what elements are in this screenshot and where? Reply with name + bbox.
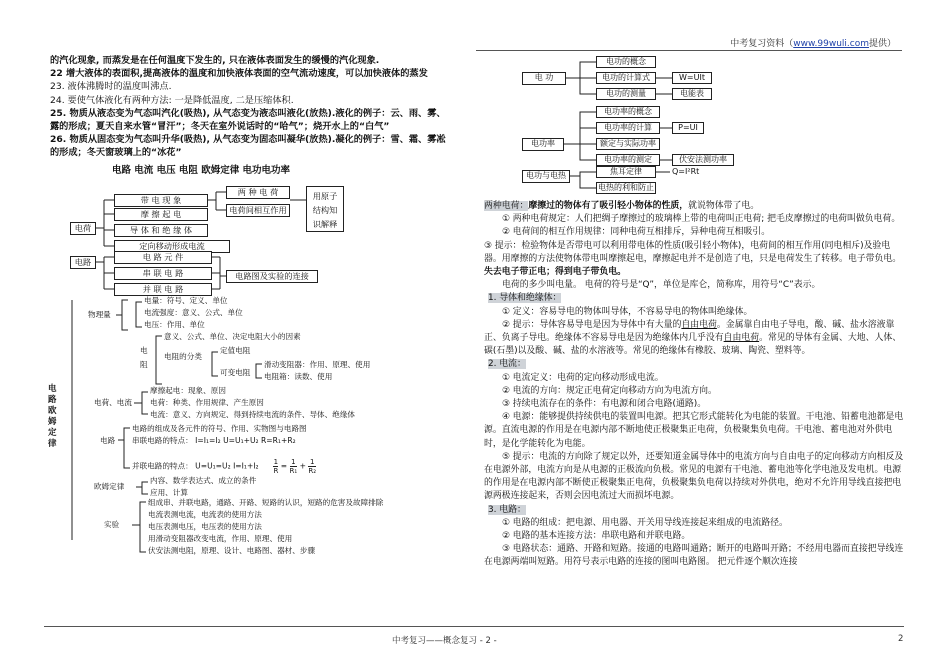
section-3-heading xyxy=(484,504,906,517)
variable-resistor: 可变电阻 xyxy=(220,368,251,377)
section-2e: ⑤ 提示：电流的方向除了规定以外，还要知道金属导体中的电流方向与自由电子的定向移动方向相反及在电源外部，电流方向是从电源的正极流向负极。常见的电源有干电池、蓄电池等化学电池及发电机。电源的作用是在电源内部不断使正极聚集正电荷，负极聚集负电荷以持续对外供电，绝对不允许用导线直接把电源两极连接起来，否则会因电流过大而损坏电源。 xyxy=(484,451,904,502)
circuit-item-series: 串 联 电 路 xyxy=(114,267,212,280)
parallel-formula-text: 并联电路的特点： U=U₁=U₂ I=I₁+I₂ xyxy=(132,461,259,471)
right-p5: 电荷的多少叫电量。 电荷的符号是“Q”，单位是库仑，简称库，用符号“C”表示。 xyxy=(502,280,821,291)
current-meaning-line: 电流：意义、方向规定、得到持续电流的条件、导体、绝缘体 xyxy=(150,410,356,419)
right-p1-tail: 就说物体带了电。 xyxy=(688,201,760,211)
rheostat-line: 滑动变阻器：作用、原理、使用 xyxy=(264,360,371,369)
meter-box: 电能表 xyxy=(672,88,712,100)
exp-line-5: 伏安法测电阻，原理、设计、电路图、器材、步骤 xyxy=(148,546,316,555)
section-2c: ③ 持续电流存在的条件：有电源和闭合电路(通路)。 xyxy=(502,399,707,410)
exp-line-4: 用滑动变阻器改变电流，作用、原理、使用 xyxy=(148,534,293,543)
right-p3: ② 电荷间的相互作用规律：同种电荷互相排斥，异种电荷互相吸引。 xyxy=(502,227,771,238)
section-2-heading xyxy=(484,358,906,371)
fixed-resistor: 定值电阻 xyxy=(220,346,251,355)
s1b-underline-1: 自由电荷 xyxy=(681,319,717,330)
section-3b: ② 电路的基本连接方法：串联电路和并联电路。 xyxy=(502,531,691,542)
right-p1 xyxy=(484,200,906,213)
volt-amp-box: 伏安法测功率 xyxy=(672,154,734,166)
left-line-8: 的形成；冬天窗玻璃上的“冰花” xyxy=(50,147,182,158)
frac-den: R₁ xyxy=(289,467,298,475)
ohm-apply-line: 应用、计算 xyxy=(150,488,188,497)
rated-power-box: 额定与实际功率 xyxy=(596,138,660,150)
joule-law-box: 焦耳定律 xyxy=(596,166,656,178)
two-charges-label: 两种电荷： xyxy=(484,201,529,211)
charge-root-box: 电荷 xyxy=(70,222,96,235)
section-1b xyxy=(484,319,906,359)
section-1-heading xyxy=(484,292,906,305)
footer-title: 中考复习——概念复习 - 2 - xyxy=(392,636,497,646)
charge-item-conductor: 导 体 和 绝 缘 体 xyxy=(114,224,208,237)
charge-item-friction: 摩 擦 起 电 xyxy=(114,208,208,221)
power-calc-box: 电功率的计算 xyxy=(596,122,660,134)
friction-line: 摩擦起电：现象、原因 xyxy=(150,386,226,395)
left-line-4: 24. 要使气体液化有两种方法: 一是降低温度, 二是压缩体积. xyxy=(50,95,294,106)
section-1-label: 1. 导体和绝缘体： xyxy=(488,293,562,304)
atom-line-3: 识解释 xyxy=(312,219,338,229)
charge-sub-interact: 电荷间相互作用 xyxy=(226,204,290,217)
section-2-label: 2. 电流： xyxy=(488,359,526,370)
charge-sub-two: 两 种 电 荷 xyxy=(226,186,290,199)
diagram-title: 电路 电流 电压 电阻 欧姆定律 电功电功率 xyxy=(112,165,291,176)
frac-den: R xyxy=(273,467,279,475)
right-p4 xyxy=(484,240,906,280)
section-2d: ④ 电源：能够提供持续供电的装置叫电源。把其它形式能转化为电能的装置。干电池、铅蓄电池都是电源。直流电源的作用是在电源内部不断地使正极聚集正电荷，负极聚集负电荷。干电池、蓄电池对外供电时，是化学能转化为电能。 xyxy=(484,412,904,449)
right-text-block xyxy=(484,200,906,570)
resistance-meaning: 意义、公式、单位、决定电阻大小的因素 xyxy=(164,332,301,341)
power-formula-box: P=UI xyxy=(672,122,704,134)
frac-num: 1 xyxy=(291,458,296,466)
right-p4-text: ③ 提示：检验物体是否带电可以利用带电体的性质(吸引轻小物体)，电荷间的相互作用(同电相斥)及验电器。用摩擦的方法使物体带电叫摩擦起电，摩擦起电并不是创造了电，只是电荷发生了转移。电子带负电。 xyxy=(484,240,902,264)
voltage-qty-line: 电压：作用、单位 xyxy=(144,320,205,329)
exp-line-1: 组成串、并联电路，通路、开路、短路的认识，短路的危害及故障排除 xyxy=(148,498,384,507)
current-qty-line: 电流强度：意义、公式、单位 xyxy=(144,308,243,317)
resistance-class: 电阻的分类 xyxy=(164,352,202,361)
work-formula-box: W=UIt xyxy=(672,72,712,84)
frac-den: R₂ xyxy=(308,467,317,475)
left-line-2: 22 增大液体的表面积,提高液体的温度和加快液体表面的空气流动速度，可以加快液体的蒸发 xyxy=(50,68,428,79)
section-2a: ① 电流定义：电荷的定向移动形成电流。 xyxy=(502,372,664,383)
power-box: 电功率 xyxy=(522,138,564,151)
charge-kind-line: 电荷：种类、作用规律、产生原因 xyxy=(150,398,264,407)
circuit-compose-line: 电路的组成及各元件的符号、作用、实物图与电路图 xyxy=(132,424,307,433)
power-concept-box: 电功率的概念 xyxy=(596,106,660,118)
left-line-3: 23. 液体沸腾时的温度叫沸点. xyxy=(50,81,172,92)
circuit-label: 电路 xyxy=(100,436,116,445)
frac-num: 1 xyxy=(273,458,279,466)
ohm-content-line: 内容、数学表达式、成立的条件 xyxy=(150,476,257,485)
charge-item-current: 定向移动形成电流 xyxy=(114,240,230,253)
exp-line-3: 电压表测电压，电压表的使用方法 xyxy=(148,522,262,531)
experiment-label: 实验 xyxy=(104,520,120,529)
heat-use-box: 电热的利和防止 xyxy=(598,183,654,192)
atom-line-1: 用原子 xyxy=(312,191,338,201)
s1b-part-3: 。常见的导体有金属、大地、人体、碳(石墨)以及酸、碱、盐的水溶液等。常见的绝缘体有橡胶、玻璃、陶瓷、塑料等。 xyxy=(484,333,902,357)
s1b-underline-2: 自由电荷 xyxy=(723,333,760,344)
section-3a: ① 电路的组成：把电源、用电器、开关用导线连接起来组成的电流路径。 xyxy=(502,517,788,528)
current-label: 电荷、电流 xyxy=(94,398,132,407)
frac-num: 1 xyxy=(310,458,315,466)
ohm-label: 欧姆定律 xyxy=(94,482,125,491)
footer-page-number: 2 xyxy=(898,634,904,644)
exp-line-2: 电流表测电流，电流表的使用方法 xyxy=(148,510,262,519)
big-tree-side-label: 电路 欧姆定律 xyxy=(48,384,57,449)
s1b-part-2: 。金属靠自由电子导电，酸、碱、盐水溶液靠正、负离子导电。绝缘体不容易导电是因为绝缘体内几乎没有 xyxy=(484,319,895,344)
circuit-item-parallel: 并 联 电 路 xyxy=(114,283,212,296)
atom-line-2: 结构知 xyxy=(312,205,338,215)
header-suffix: 提供） xyxy=(868,39,896,49)
series-formula-line: 串联电路的特点： I=I₁=I₂ U=U₁+U₂ R=R₁+R₂ xyxy=(132,436,296,445)
footer-rule xyxy=(44,626,904,627)
charge-item-charging: 带 电 现 象 xyxy=(114,194,208,207)
circuit-item-elements: 电 路 元 件 xyxy=(114,251,212,264)
charge-qty-line: 电量：符号、定义、单位 xyxy=(144,296,228,305)
resistance-label: 电阻 xyxy=(140,346,148,369)
work-box: 电 功 xyxy=(522,72,566,85)
work-measure-box: 电功的测量 xyxy=(596,88,656,100)
section-3c: ③ 电路状态：通路、开路和短路。接通的电路叫通路；断开的电路叫开路；不经用电器而直接把导线连在电源两端叫短路。用符号表示电路的连接的图叫电路图。 把元件逐个顺次连接 xyxy=(484,544,904,568)
power-measure-box: 电功率的测定 xyxy=(596,154,660,166)
right-p2: ① 两种电荷规定：人们把绸子摩擦过的玻璃棒上带的电荷叫正电荷; 把毛皮摩擦过的电荷叫做负电荷。 xyxy=(502,214,901,225)
section-1a: ① 定义：容易导电的物体叫导体，不容易导电的物体叫绝缘体。 xyxy=(502,306,753,317)
left-line-6: 露的形成；夏天自来水管“冒汗”；冬天在室外说话时的“哈气”；烧开水上的“白气” xyxy=(50,121,390,132)
section-3-label: 3. 电路： xyxy=(488,504,526,515)
header-url-link[interactable]: www.99wuli.com xyxy=(793,39,869,49)
heat-box: 电功与电热 xyxy=(522,170,570,183)
circuit-diagram-box: 电路图及实验的连接 xyxy=(226,270,318,283)
physical-label: 物理量 xyxy=(88,310,111,319)
left-line-7: 26. 物质从固态变为气态叫升华(吸热), 从气态变为固态叫凝华(放热).凝化的例子：雪、霜、雾凇 xyxy=(50,134,446,145)
heat-formula: Q=I²Rt xyxy=(672,167,700,176)
right-p1-bold: 摩擦过的物体有了吸引轻小物体的性质， xyxy=(528,201,689,211)
header-prefix: 中考复习资料（ xyxy=(730,39,794,49)
parallel-formula-line: 并联电路的特点： U=U₁=U₂ I=I₁+I₂ $\frac{1}{R}$ = $\frac{1}{\text{R₁}}$ + $\frac{1}{\text{R₂}}$ xyxy=(132,458,317,475)
work-concept-box: 电功的概念 xyxy=(596,56,656,68)
right-p4-bold: 失去电子带正电；得到电子带负电。 xyxy=(484,267,626,278)
section-2b: ② 电流的方向：规定正电荷定向移动方向为电流方向。 xyxy=(502,385,717,396)
s1b-part-1: ② 提示：导体容易导电是因为导体中有大量的 xyxy=(502,319,682,330)
left-line-5: 25. 物质从液态变为气态叫汽化(吸热), 从气态变为液态叫液化(放热).液化的例子：云、雨、雾、 xyxy=(50,108,446,119)
resistance-box-line: 电阻箱：读数、使用 xyxy=(264,372,333,381)
work-calc-box: 电功的计算式 xyxy=(596,72,656,84)
circuit-root-box: 电路 xyxy=(70,256,96,269)
left-line-1: 的汽化现象, 而蒸发是在任何温度下发生的, 只在液体表面发生的缓慢的汽化现象. xyxy=(50,55,380,66)
